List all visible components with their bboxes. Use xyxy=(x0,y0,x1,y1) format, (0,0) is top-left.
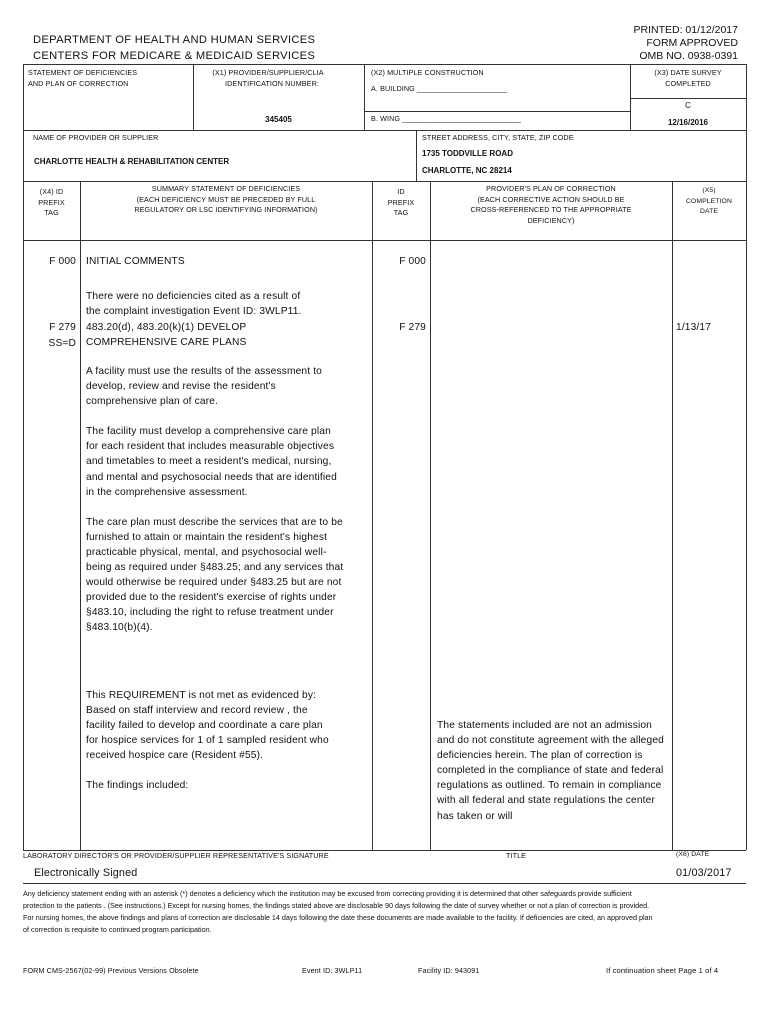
id-f000: F 000 xyxy=(399,256,426,267)
not-met-statement: This REQUIREMENT is not met as evidenced by: xyxy=(86,690,317,701)
no-deficiencies-text: There were no deficiencies cited as a result of the complaint investigation Event ID: 3WLP11. xyxy=(86,291,302,318)
requirement-paragraph-2: The facility must develop a comprehensive care plan for each resident that includes measurable objectives and timetables to meet a resident's medical, nursing, and mental and psychosocial needs that are identified in the comprehensive assessment. xyxy=(86,426,337,498)
wing-field: B. WING _____________________________ xyxy=(371,114,521,123)
findings-summary: Based on staff interview and record review , the facility failed to develop and coordinate a care plan for hospice services for 1 of 1 sampled resident who received hospice care (Resident #55). xyxy=(86,705,329,762)
plan-column-header: PROVIDER'S PLAN OF CORRECTION (EACH CORRECTIVE ACTION SHOULD BE CROSS-REFERENCED TO THE APPROPRIATE DEFICIENCY) xyxy=(470,184,632,225)
omb-number: OMB NO. 0938-0391 xyxy=(639,50,738,63)
id-column-header: ID PREFIX TAG xyxy=(387,187,415,217)
form-info xyxy=(634,24,738,64)
initial-comments-heading: INITIAL COMMENTS xyxy=(86,256,185,267)
printed-date: PRINTED: 01/12/2017 xyxy=(633,24,738,36)
department-title xyxy=(33,33,315,63)
signature-label: LABORATORY DIRECTOR'S OR PROVIDER/SUPPLIER REPRESENTATIVE'S SIGNATURE xyxy=(23,851,329,860)
title-label: TITLE xyxy=(506,851,527,860)
date-survey-label: (X3) DATE SURVEY COMPLETED xyxy=(654,68,722,88)
statement-label: STATEMENT OF DEFICIENCIES AND PLAN OF CORRECTION xyxy=(28,68,138,88)
requirement-paragraph-1: A facility must use the results of the assessment to develop, review and revise the resident's comprehensive plan of care. xyxy=(86,366,322,408)
form-approved: FORM APPROVED xyxy=(646,37,738,50)
continuation-page: If continuation sheet Page 1 of 4 xyxy=(606,966,719,975)
f279-title: 483.20(d), 483.20(k)(1) DEVELOP COMPREHENSIVE CARE PLANS xyxy=(86,322,247,349)
summary-column-header: SUMMARY STATEMENT OF DEFICIENCIES (EACH DEFICIENCY MUST BE PRECEDED BY FULL REGULATORY OR LSC IDENTIFYING INFORMATION) xyxy=(134,184,318,214)
disclaimer-text: Any deficiency statement ending with an asterisk (*) denotes a deficiency which the institution may be excused from correcting providing it is determined that other safeguards provide sufficient protection to the patients . (See instructions.) Except for nursing homes, the findings stated above are disclosable 90 days following the date of survey whether or not a plan of correction is provided. For nursing homes, the above findings and plans of correction are disclosable 14 days following the date these documents are made available to the facility. If deficiencies are cited, an approved plan of correction is requisite to continued program participation. xyxy=(23,889,653,934)
multiple-construction-label: (X2) MULTIPLE CONSTRUCTION xyxy=(371,68,484,77)
x6-date-label: (X6) DATE xyxy=(676,851,710,858)
f279-findings xyxy=(86,688,336,794)
provider-name: CHARLOTTE HEALTH & REHABILITATION CENTER xyxy=(34,157,230,166)
provider-name-label: NAME OF PROVIDER OR SUPPLIER xyxy=(33,133,159,142)
building-field: A. BUILDING ______________________ xyxy=(371,84,508,93)
electronic-signature: Electronically Signed xyxy=(34,867,138,879)
address-line-2: CHARLOTTE, NC 28214 xyxy=(422,166,512,175)
x1-label: (X1) PROVIDER/SUPPLIER/CLIA IDENTIFICATION NUMBER: xyxy=(212,68,324,88)
tag-f279: F 279 xyxy=(49,322,76,333)
f279-body xyxy=(86,364,344,651)
findings-included: The findings included: xyxy=(86,780,189,792)
dept-line-2: CENTERS FOR MEDICARE & MEDICAID SERVICES xyxy=(33,50,316,62)
provider-id-number: 345405 xyxy=(265,115,292,124)
signature-date: 01/03/2017 xyxy=(676,867,732,879)
address-label: STREET ADDRESS, CITY, STATE, ZIP CODE xyxy=(422,133,574,142)
form-number: FORM CMS-2567(02-99) Previous Versions Obsolete xyxy=(23,966,199,975)
address-line-1: 1735 TODDVILLE ROAD xyxy=(422,149,513,158)
requirement-paragraph-3: The care plan must describe the services that are to be furnished to attain or maintain the resident's highest practicable physical, mental, and psychosocial well-being as required under §483.25; and any services that would otherwise be required under §483.25 but are not provided due to the resident's exercise of rights under §483.10, including the right to refuse treatment under §483.10(b)(4). xyxy=(86,516,344,634)
completion-date-f279: 1/13/17 xyxy=(676,322,712,333)
dept-line-1: DEPARTMENT OF HEALTH AND HUMAN SERVICES xyxy=(33,34,316,46)
id-f279: F 279 xyxy=(399,322,426,333)
x4-column-header: (X4) ID PREFIX TAG xyxy=(38,187,65,217)
survey-code: C xyxy=(685,101,691,110)
survey-date: 12/16/2016 xyxy=(667,118,709,127)
facility-id: Facility ID: 943091 xyxy=(418,966,480,975)
tag-f000: F 000 xyxy=(49,256,76,267)
plan-of-correction-text: The statements included are not an admission and do not constitute agreement with the alleged deficiencies herein. The plan of correction is completed in the compliance of state and federal regulations as outlined. To remain in compliance with all federal and state regulations the center has taken or will xyxy=(437,720,664,822)
event-id: Event ID: 3WLP11 xyxy=(302,966,363,975)
x5-column-header: (X5) COMPLETION DATE xyxy=(686,187,732,215)
scope-severity: SS=D xyxy=(48,338,76,349)
